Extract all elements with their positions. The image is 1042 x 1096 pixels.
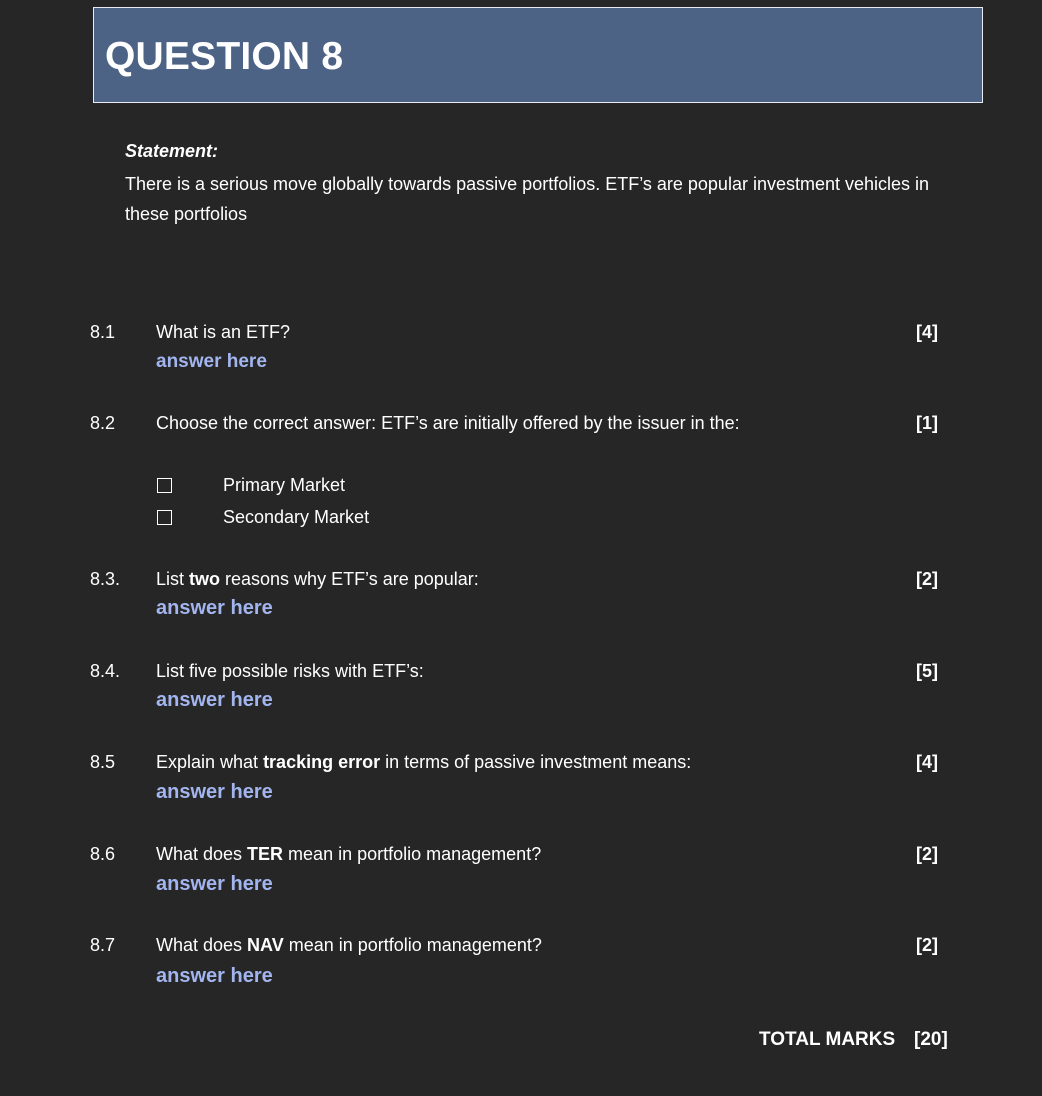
- answer-field[interactable]: answer here: [156, 689, 273, 711]
- question-text-part: in terms of passive investment means:: [380, 752, 692, 772]
- question-number: 8.6: [90, 844, 116, 864]
- statement-label: Statement:: [125, 141, 219, 161]
- question-text-part: What does: [156, 844, 248, 864]
- question-text: [156, 843, 541, 865]
- option-primary-market[interactable]: [157, 474, 346, 496]
- answer-field[interactable]: answer here: [156, 351, 267, 372]
- answer-field[interactable]: answer here: [156, 597, 273, 619]
- question-marks: [1]: [916, 413, 938, 433]
- question-text-part: Explain what: [156, 752, 264, 772]
- question-text: Choose the correct answer: ETF’s are initially offered by the issuer in the:: [156, 413, 740, 433]
- question-text-emphasis: NAV: [247, 935, 284, 955]
- question-marks: [2]: [916, 844, 938, 864]
- question-text-part: List: [156, 569, 190, 589]
- question-text-emphasis: TER: [247, 844, 284, 864]
- question-number: 8.3.: [90, 569, 121, 589]
- question-text-part: mean in portfolio management?: [283, 844, 542, 864]
- answer-field[interactable]: answer here: [156, 781, 273, 803]
- checkbox-primary-market[interactable]: [157, 478, 172, 493]
- question-marks: [2]: [916, 935, 938, 955]
- total-marks-label: TOTAL MARKS: [759, 1029, 896, 1050]
- total-marks-value: [20]: [914, 1029, 948, 1050]
- question-number: 8.1: [90, 322, 116, 342]
- option-label: Secondary Market: [223, 507, 370, 527]
- question-text: [156, 751, 691, 773]
- question-number: 8.7: [90, 935, 116, 955]
- question-text-part: mean in portfolio management?: [283, 935, 542, 955]
- checkbox-secondary-market[interactable]: [157, 510, 172, 525]
- question-marks: [4]: [916, 322, 938, 342]
- question-text: What is an ETF?: [156, 322, 291, 342]
- question-number: 8.2: [90, 413, 116, 433]
- question-marks: [2]: [916, 569, 938, 589]
- question-text-emphasis: two: [189, 569, 221, 589]
- question-title: QUESTION 8: [105, 35, 344, 78]
- question-text-emphasis: tracking error: [263, 752, 381, 772]
- question-marks: [5]: [916, 661, 938, 681]
- question-marks: [4]: [916, 752, 938, 772]
- option-label: Primary Market: [223, 475, 346, 495]
- question-text: [156, 568, 479, 590]
- question-text: [156, 934, 542, 956]
- option-secondary-market[interactable]: [157, 506, 370, 528]
- question-text: List five possible risks with ETF’s:: [156, 661, 424, 681]
- answer-field[interactable]: answer here: [156, 873, 273, 895]
- question-text-part: reasons why ETF’s are popular:: [220, 569, 479, 589]
- statement-text: There is a serious move globally towards passive portfolios. ETF’s are popular investment vehicles in these portfolios: [125, 174, 930, 224]
- question-number: 8.5: [90, 752, 116, 772]
- question-number: 8.4.: [90, 661, 121, 681]
- question-header: [93, 7, 983, 103]
- question-text-part: What does: [156, 935, 248, 955]
- answer-field[interactable]: answer here: [156, 965, 273, 987]
